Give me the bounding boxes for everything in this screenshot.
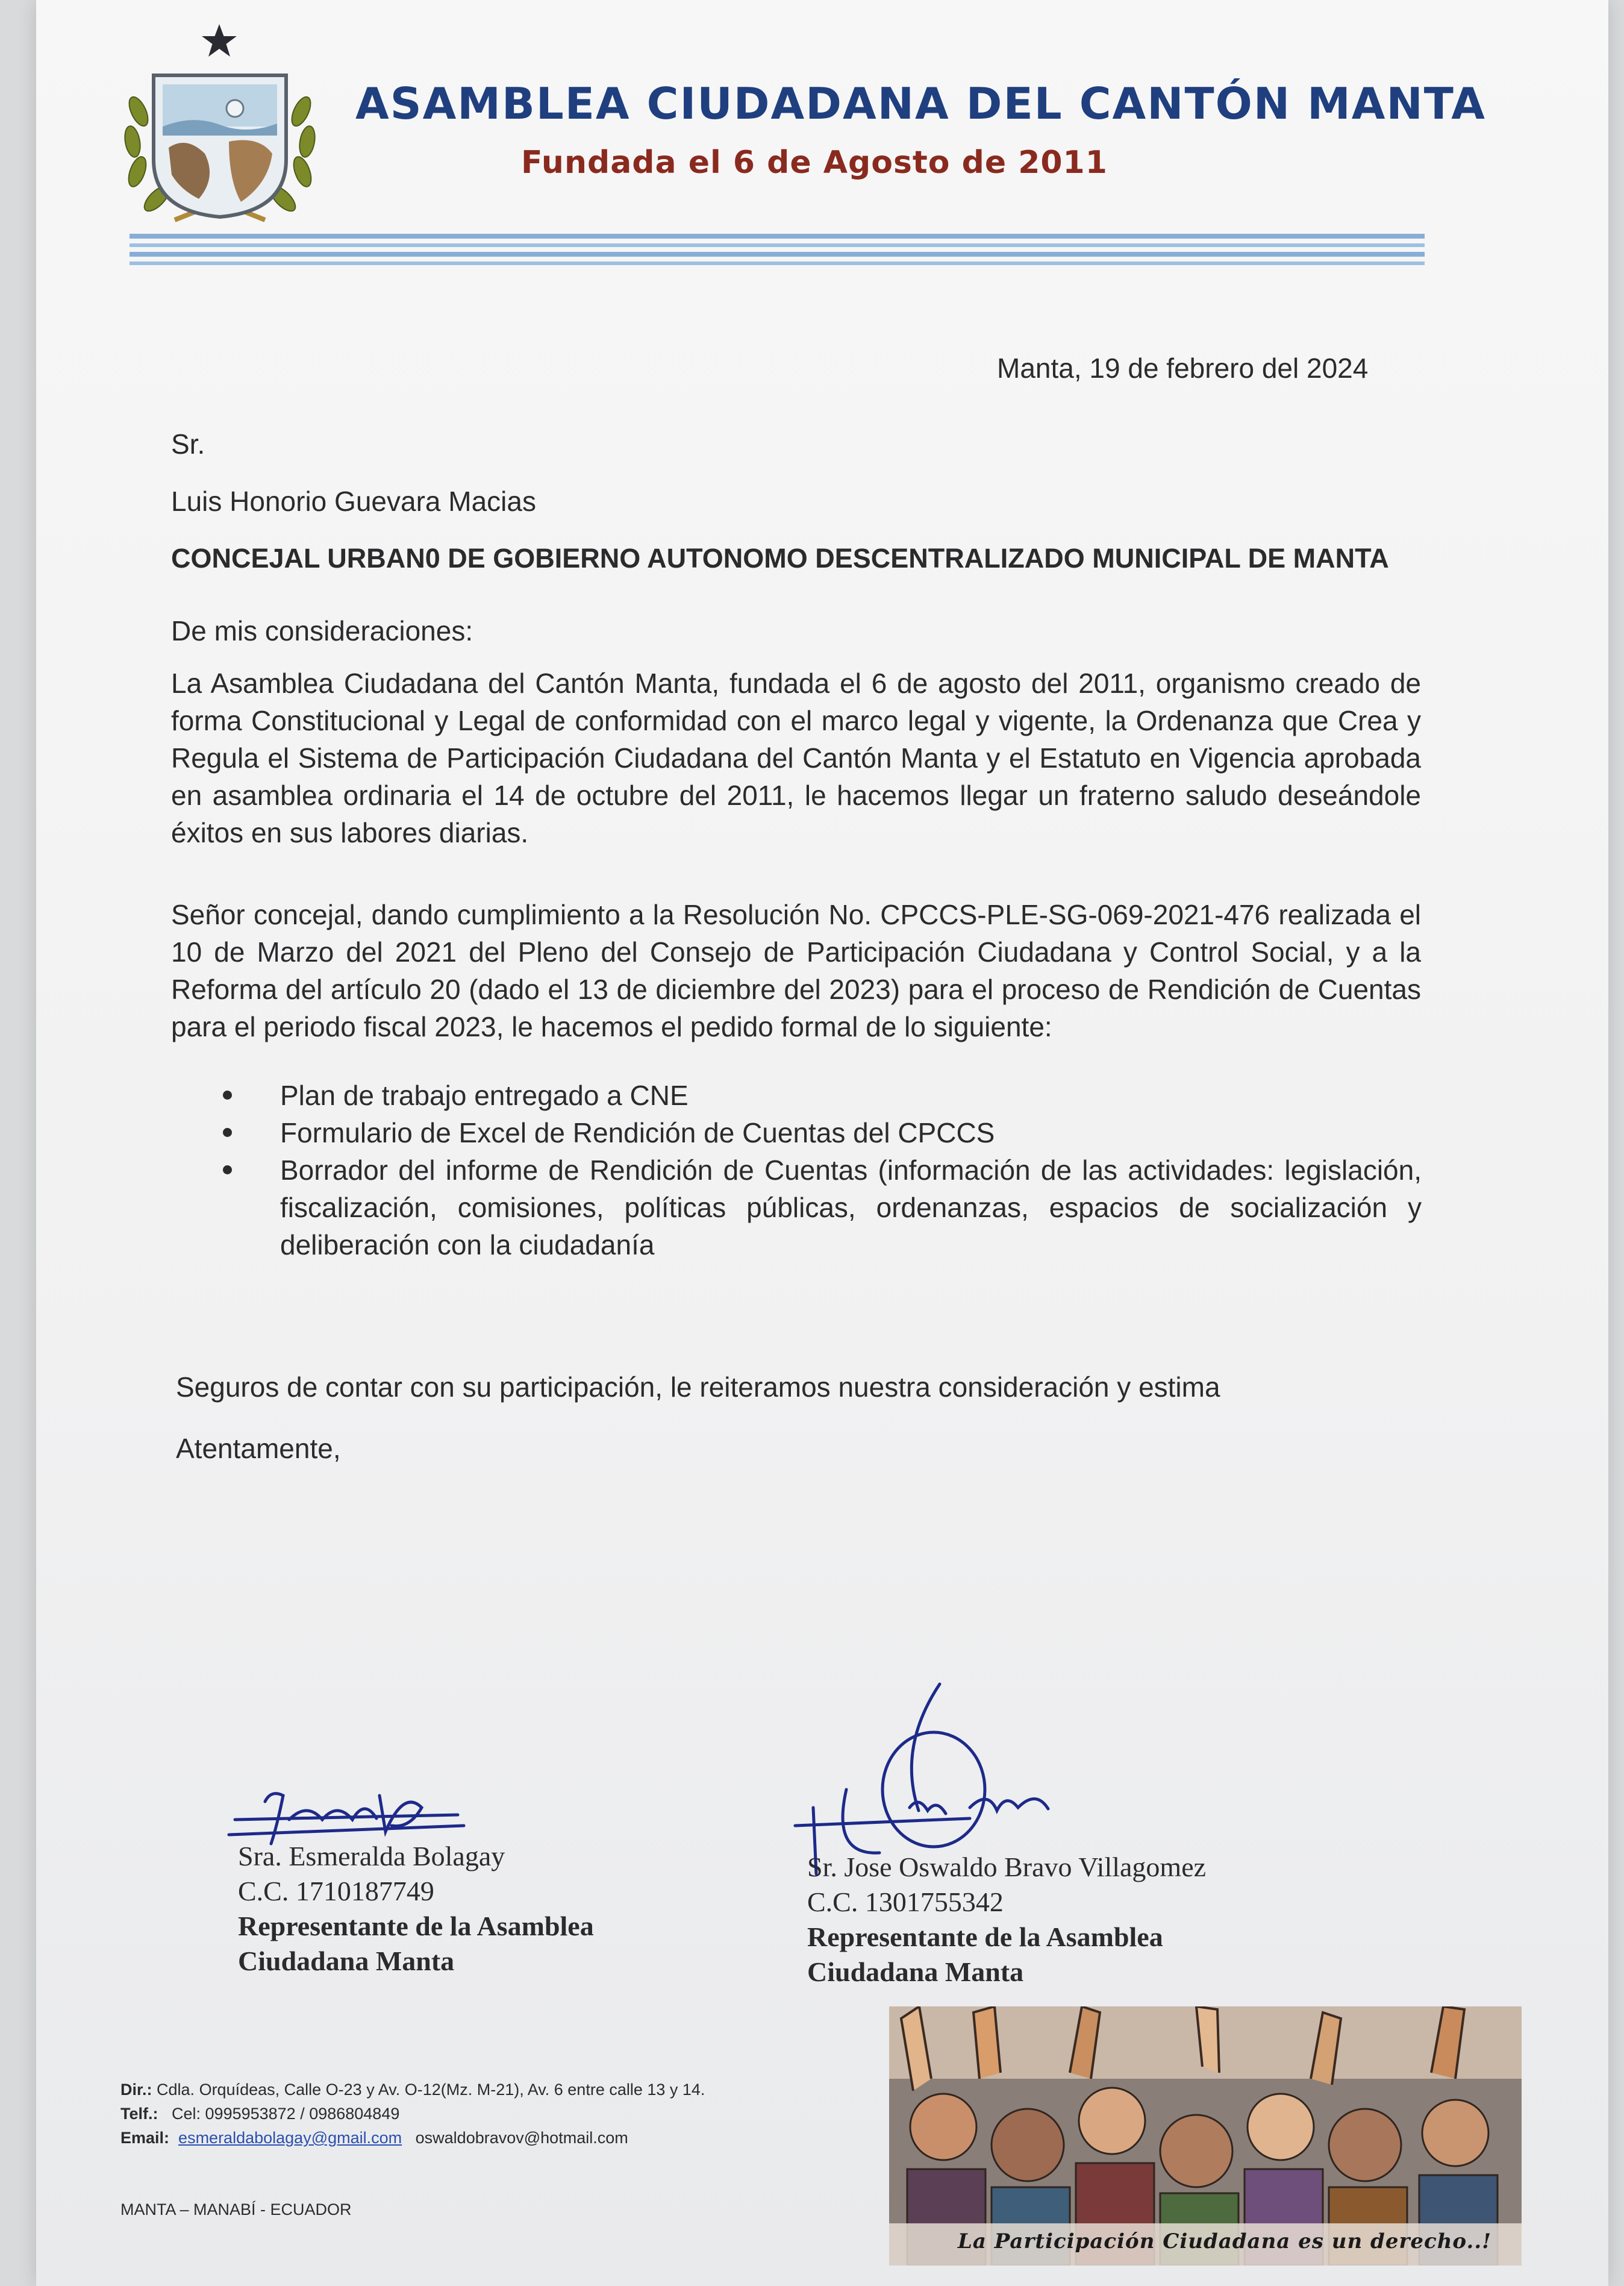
phone-text: Cel: 0995953872 / 0986804849 <box>172 2105 400 2123</box>
footer-phone <box>120 2102 753 2126</box>
header-rule <box>130 252 1425 257</box>
star-icon <box>200 22 239 60</box>
address-label: Dir.: <box>120 2081 152 2099</box>
signatory-name: Sr. Jose Oswaldo Bravo Villagomez <box>807 1852 1207 1882</box>
bullet-icon <box>223 1128 232 1137</box>
header-rule <box>130 234 1425 239</box>
request-item <box>223 1077 1422 1114</box>
crowd-illustration <box>889 2006 1522 2266</box>
email-label: Email: <box>120 2129 170 2147</box>
signatory-left <box>238 1839 594 1979</box>
request-text: Plan de trabajo entregado a CNE <box>280 1080 689 1111</box>
body-paragraph: Señor concejal, dando cumplimiento a la Resolución No. CPCCS-PLE-SG-069-2021-476 realizada el 10 de Marzo del 2021 del Pleno del Consejo de Participación Ciudadana y Control Social, y a la Reforma del artículo 20 (dado el 13 de diciembre del 2023) para el proceso de Rendición de Cuentas para el periodo fiscal 2023, le hacemos el pedido formal de lo siguiente: <box>171 899 1421 1042</box>
signatory-role: Representante de la Asamblea <box>807 1921 1163 1952</box>
organization-name: ASAMBLEA CIUDADANA DEL CANTÓN MANTA <box>355 78 1487 129</box>
request-item <box>223 1114 1422 1151</box>
recipient-name: Luis Honorio Guevara Macias <box>171 486 536 517</box>
body-paragraph: La Asamblea Ciudadana del Cantón Manta, fundada el 6 de agosto del 2011, organismo creado de forma Constitucional y Legal de conformidad con el marco legal y vigente, la Ordenanza que Crea y Regula el Sistema de Participación Ciudadana del Cantón Manta y el Estatuto en Vigencia aprobada en asamblea ordinaria el 14 de octubre del 2011, le hacemos llegar un fraterno saludo deseándole éxitos en sus labores diarias. <box>171 668 1421 848</box>
signatory-role: Representante de la Asamblea <box>238 1911 594 1941</box>
letter-date: Manta, 19 de febrero del 2024 <box>997 352 1369 384</box>
signatory-role: Ciudadana Manta <box>238 1946 455 1976</box>
phone-label: Telf.: <box>120 2105 158 2123</box>
request-text: Formulario de Excel de Rendición de Cuentas del CPCCS <box>280 1117 995 1148</box>
email-link[interactable]: esmeraldabolagay@gmail.com <box>178 2129 402 2147</box>
request-text: Borrador del informe de Rendición de Cuentas (información de las actividades: legislación, fiscalización, comisiones, políticas públicas, ordenanzas, espacios de socialización y deliberación con la ciudadanía <box>280 1154 1422 1260</box>
footer-contact <box>120 2078 753 2150</box>
bullet-icon <box>223 1091 232 1100</box>
founded-date: Fundada el 6 de Agosto de 2011 <box>521 145 1108 181</box>
signatory-name: Sra. Esmeralda Bolagay <box>238 1841 505 1871</box>
request-item <box>223 1151 1422 1264</box>
email-text: oswaldobravov@hotmail.com <box>415 2129 628 2147</box>
signatory-id: C.C. 1710187749 <box>238 1876 434 1906</box>
signatory-id: C.C. 1301755342 <box>807 1887 1004 1917</box>
request-list <box>223 1077 1422 1264</box>
signatory-role: Ciudadana Manta <box>807 1956 1024 1987</box>
address-text: Cdla. Orquídeas, Calle O-23 y Av. O-12(Mz. M-21), Av. 6 entre calle 13 y 14. <box>157 2081 705 2099</box>
closing-sentence: Seguros de contar con su participación, le reiteramos nuestra consideración y estima <box>176 1371 1220 1403</box>
greeting: De mis consideraciones: <box>171 615 473 647</box>
coat-of-arms-emblem <box>114 57 325 238</box>
header-rule <box>130 261 1425 265</box>
signatory-right <box>807 1850 1206 1990</box>
recipient-title: CONCEJAL URBAN0 DE GOBIERNO AUTONOMO DESCENTRALIZADO MUNICIPAL DE MANTA <box>171 543 1389 574</box>
bullet-icon <box>223 1165 232 1174</box>
poster-caption: La Participación Ciudadana es un derecho..! <box>958 2229 1492 2253</box>
footer-country: MANTA – MANABÍ - ECUADOR <box>120 2200 352 2219</box>
salutation: Sr. <box>171 428 205 460</box>
footer-address <box>120 2078 753 2102</box>
header-rule <box>130 243 1425 247</box>
footer-email <box>120 2126 753 2150</box>
regards: Atentamente, <box>176 1433 341 1464</box>
